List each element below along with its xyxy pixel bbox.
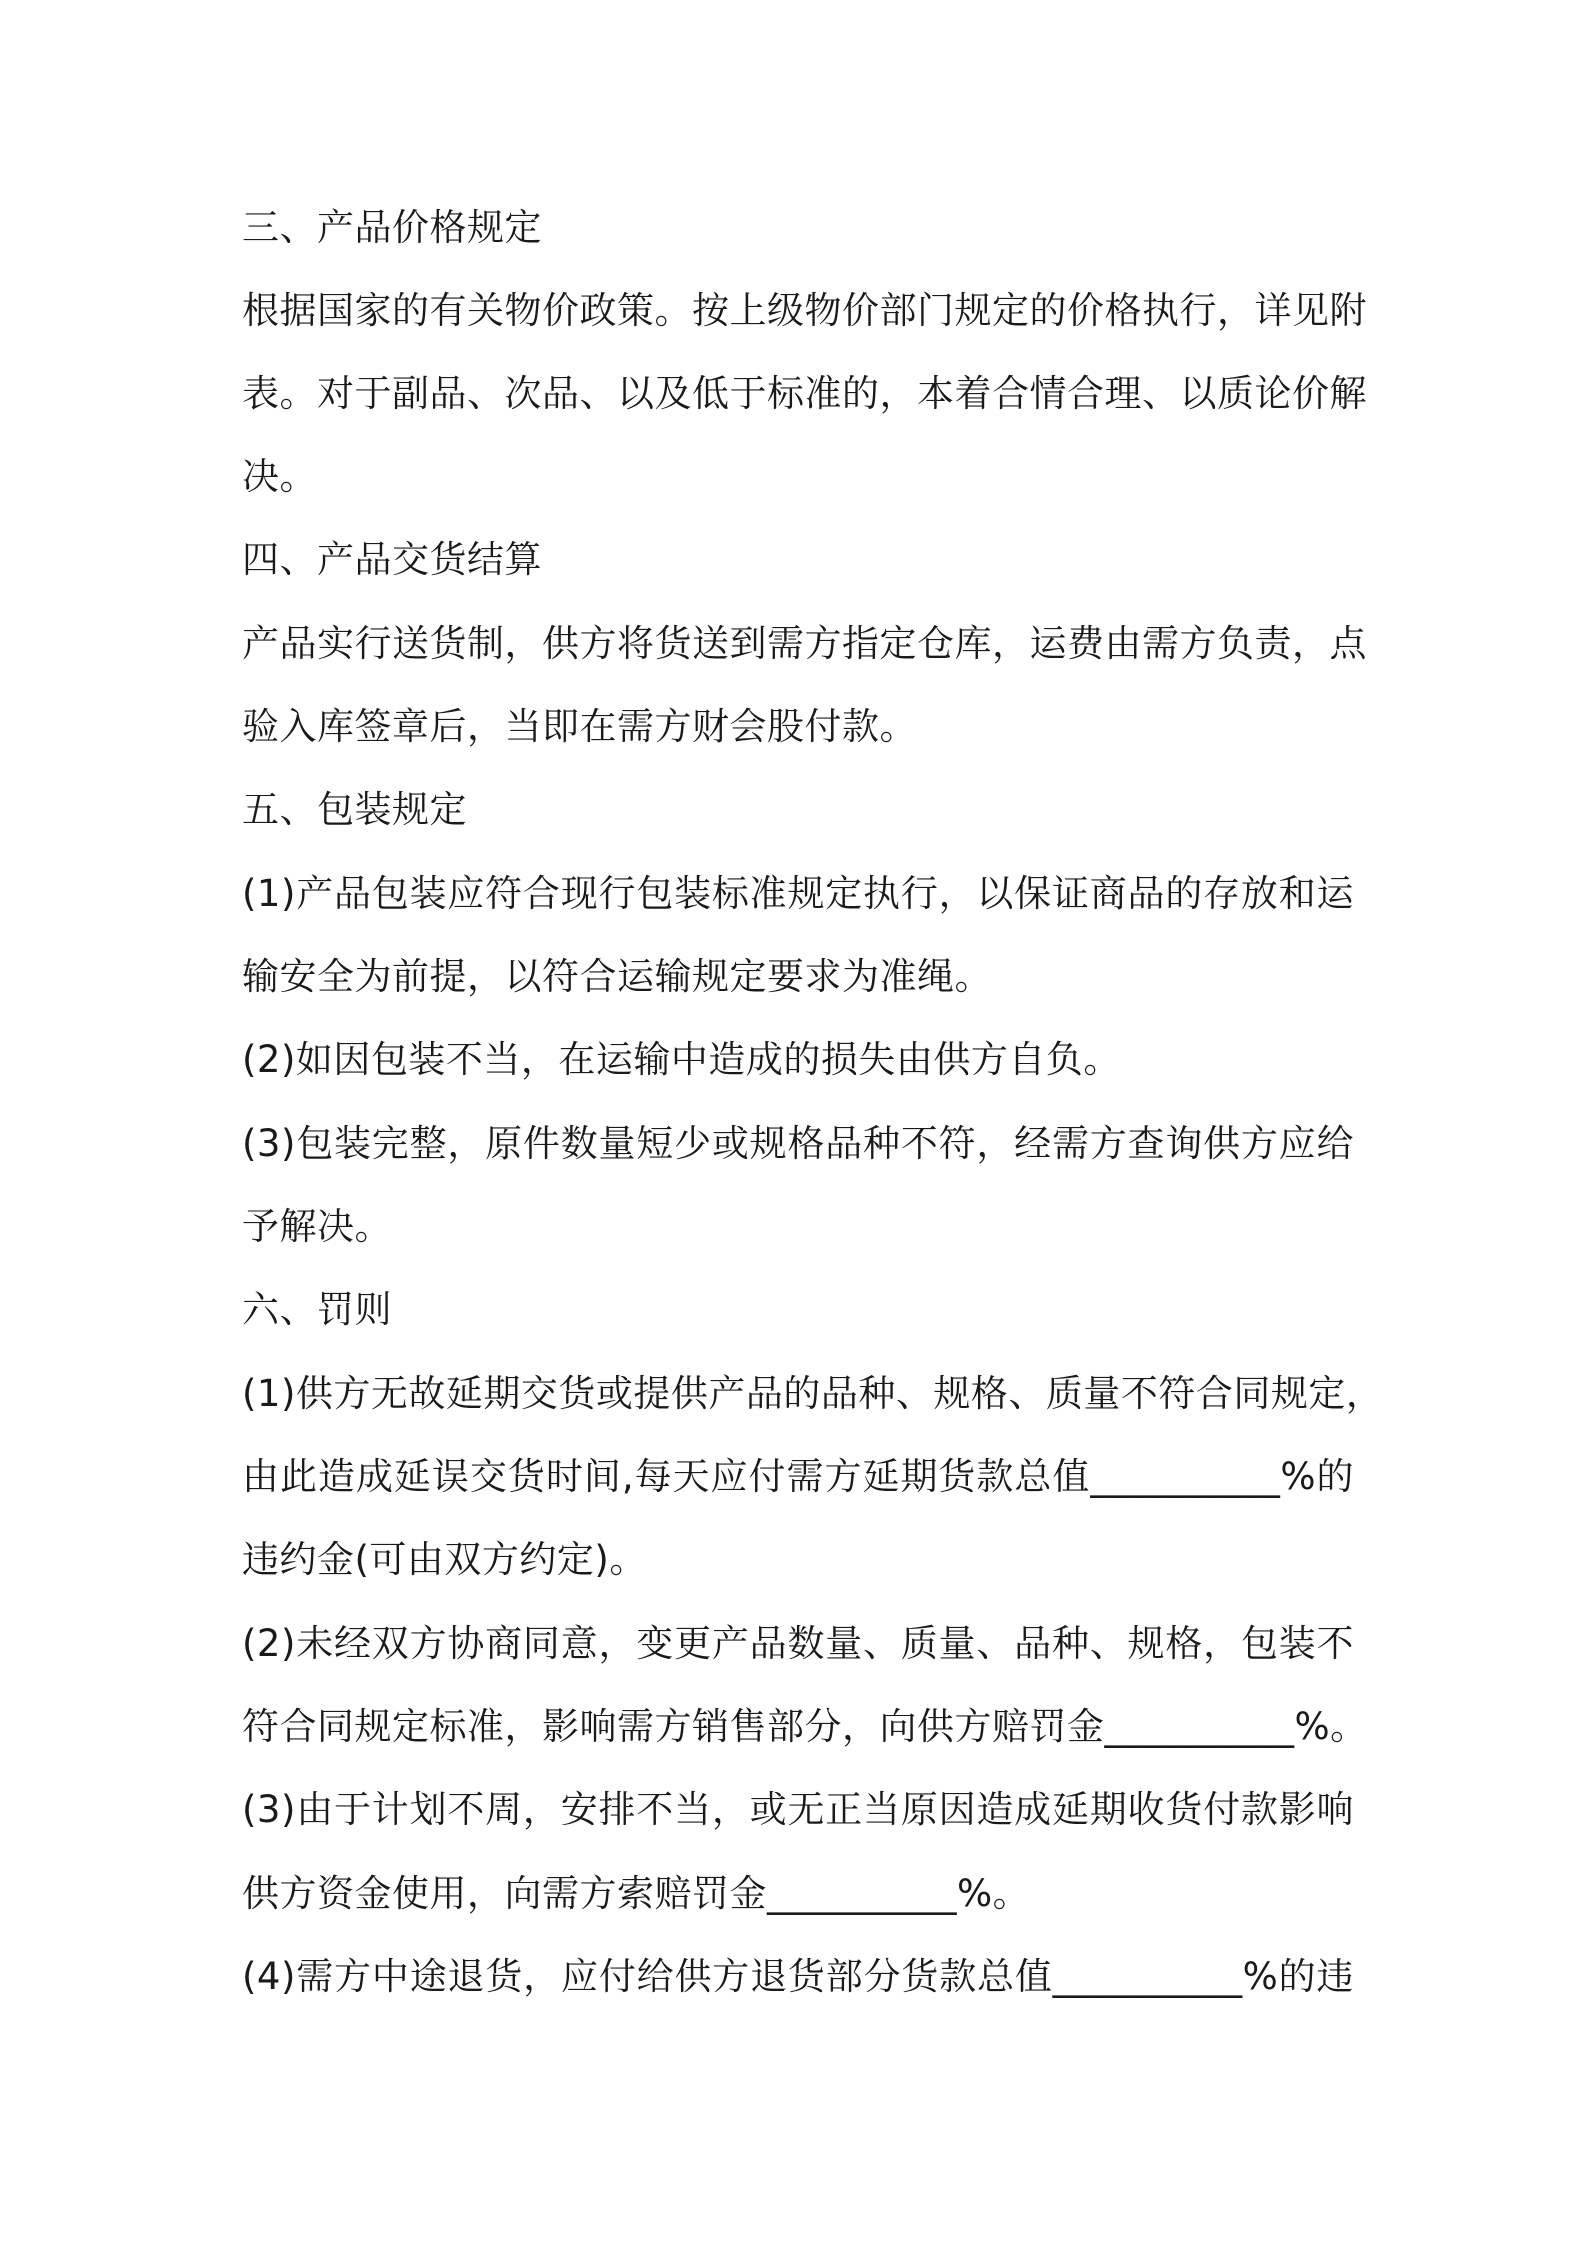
section-heading-4: 四、产品交货结算 — [242, 538, 542, 581]
paragraph-line: 由此造成延误交货时间,每天应付需方延期货款总值__________%的 — [242, 1455, 1354, 1498]
paragraph-line: 违约金(可由双方约定)。 — [242, 1538, 647, 1581]
paragraph-line: 符合同规定标准，影响需方销售部分，向供方赔罚金__________%。 — [242, 1705, 1368, 1748]
paragraph-line: (2)如因包装不当，在运输中造成的损失由供方自负。 — [242, 1038, 1121, 1081]
section-heading-5: 五、包装规定 — [242, 788, 467, 831]
paragraph-line: (3)由于计划不周，安排不当，或无正当原因造成延期收货付款影响 — [242, 1788, 1354, 1831]
paragraph-line: (1)供方无故延期交货或提供产品的品种、规格、质量不符合同规定， — [242, 1372, 1384, 1415]
paragraph-line: 决。 — [242, 455, 317, 498]
paragraph-line: 表。对于副品、次品、以及低于标准的，本着合情合理、以质论价解 — [242, 372, 1367, 415]
paragraph-line: 供方资金使用，向需方索赔罚金__________%。 — [242, 1872, 1031, 1915]
paragraph-line: (3)包装完整，原件数量短少或规格品种不符，经需方查询供方应给 — [242, 1122, 1354, 1165]
paragraph-line: 输安全为前提，以符合运输规定要求为准绳。 — [242, 955, 992, 998]
section-heading-3: 三、产品价格规定 — [242, 206, 542, 249]
paragraph-line: 根据国家的有关物价政策。按上级物价部门规定的价格执行，详见附 — [242, 289, 1367, 332]
paragraph-line: (1)产品包装应符合现行包装标准规定执行，以保证商品的存放和运 — [242, 872, 1354, 915]
paragraph-line: (4)需方中途退货，应付给供方退货部分货款总值__________%的违 — [242, 1955, 1354, 1998]
section-heading-6: 六、罚则 — [242, 1288, 392, 1331]
paragraph-line: 产品实行送货制，供方将货送到需方指定仓库，运费由需方负责，点 — [242, 622, 1367, 665]
paragraph-line: 验入库签章后，当即在需方财会股付款。 — [242, 705, 917, 748]
paragraph-line: 予解决。 — [242, 1205, 392, 1248]
paragraph-line: (2)未经双方协商同意，变更产品数量、质量、品种、规格，包装不 — [242, 1622, 1354, 1665]
